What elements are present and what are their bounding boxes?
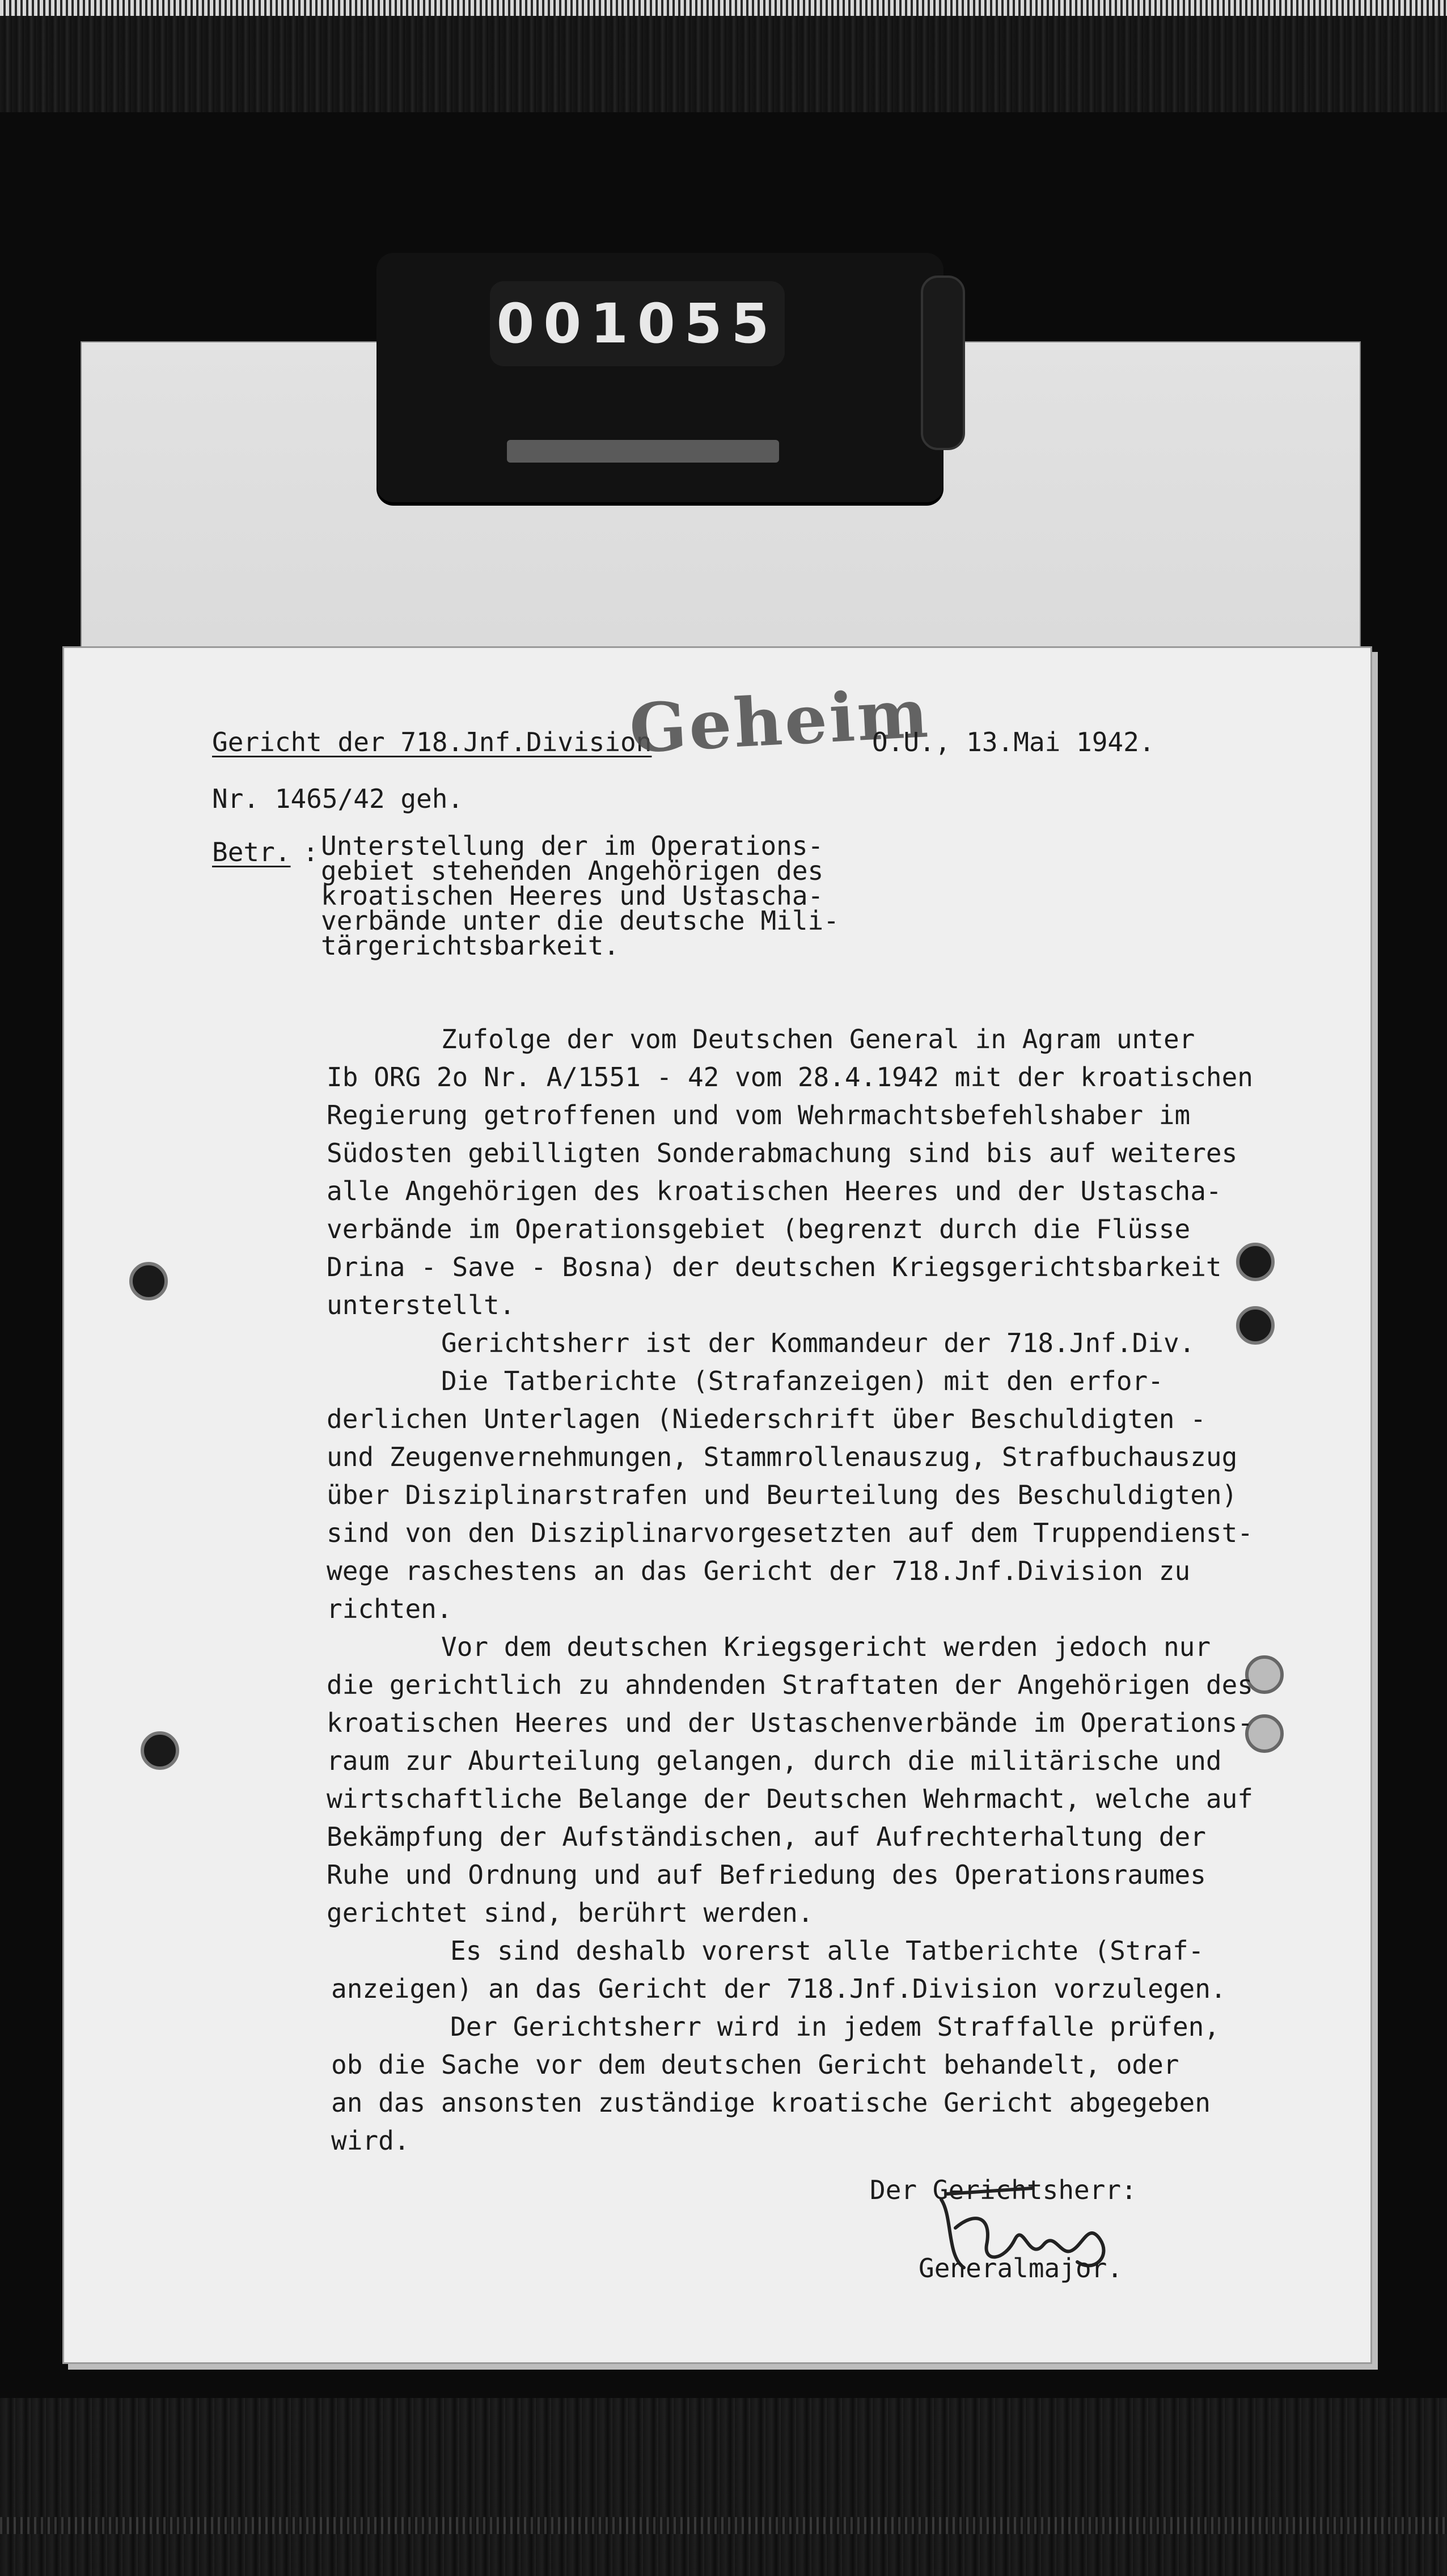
subject-label: Betr. [212,837,291,867]
subject-separator: : [303,837,319,867]
body-line: Die Tatberichte (Strafanzeigen) mit den erfor- [441,1366,1163,1396]
body-line: die gerichtlich zu ahndenden Straftaten der Angehörigen des [327,1670,1253,1700]
subject-line: kroatischen Heeres und Ustascha- [321,880,824,911]
body-line: Vor dem deutschen Kriegsgericht werden jedoch nur [441,1632,1211,1662]
body-line: über Disziplinarstrafen und Beurteilung des Beschuldigten) [327,1480,1238,1510]
counter-knob [921,276,965,450]
document-text [62,646,1372,2364]
frame-counter-device [376,253,943,502]
body-line: wirtschaftliche Belange der Deutschen Wehrmacht, welche auf [327,1783,1253,1814]
signatory-rank: Generalmajor. [919,2253,1123,2283]
body-line: Südosten gebilligten Sonderabmachung sind bis auf weiteres [327,1138,1238,1168]
body-line: gerichtet sind, berührt werden. [327,1897,814,1928]
body-line: Ruhe und Ordnung und auf Befriedung des Operationsraumes [327,1859,1206,1890]
film-background-bottom [0,2398,1447,2576]
frame-counter-window [490,281,785,366]
body-line: kroatischen Heeres und der Ustaschenverbände im Operations- [327,1708,1253,1738]
document-page [62,646,1372,2364]
body-line: ob die Sache vor dem deutschen Gericht behandelt, oder [331,2049,1179,2080]
signatory-title: Der Gerichtsherr: [870,2175,1137,2205]
body-line: alle Angehörigen des kroatischen Heeres und der Ustascha- [327,1176,1222,1206]
reference-number: Nr. 1465/42 geh. [212,783,464,814]
body-line: Regierung getroffenen und vom Wehrmachtsbefehlshaber im [327,1100,1191,1130]
subject-line: gebiet stehenden Angehörigen des [321,855,824,886]
film-background-top [0,16,1447,112]
body-line: Zufolge der vom Deutschen General in Agram unter [441,1024,1195,1054]
body-line: Drina - Save - Bosna) der deutschen Kriegsgerichtsbarkeit [327,1252,1222,1282]
body-line: verbände im Operationsgebiet (begrenzt durch die Flüsse [327,1214,1191,1244]
frame-counter-number: 001055 [496,292,778,355]
body-line: derlichen Unterlagen (Niederschrift über Beschuldigten - [327,1404,1206,1434]
film-edge-bottom [0,2517,1447,2534]
place-date: O.U., 13.Mai 1942. [872,727,1155,757]
body-line: Ib ORG 2o Nr. A/1551 - 42 vom 28.4.1942 mit der kroatischen [327,1062,1253,1092]
body-line: sind von den Disziplinarvorgesetzten auf dem Truppendienst- [327,1518,1253,1548]
counter-slot [507,440,779,463]
body-line: raum zur Aburteilung gelangen, durch die militärische und [327,1745,1222,1776]
body-line: Gerichtsherr ist der Kommandeur der 718.Jnf.Div. [441,1328,1195,1358]
body-line: wird. [331,2125,410,2156]
body-line: unterstellt. [327,1290,515,1320]
film-edge-top [0,0,1447,16]
secret-stamp: Geheim [627,673,932,768]
body-line: anzeigen) an das Gericht der 718.Jnf.Division vorzulegen. [331,1973,1226,2004]
body-line: Bekämpfung der Aufständischen, auf Aufrechterhaltung der [327,1821,1206,1852]
body-line: Es sind deshalb vorerst alle Tatberichte (Straf- [450,1935,1204,1966]
subject-line: verbände unter die deutsche Mili- [321,905,839,936]
body-line: Der Gerichtsherr wird in jedem Straffalle prüfen, [450,2011,1220,2042]
subject-line: Unterstellung der im Operations- [321,831,824,861]
issuer: Gericht der 718.Jnf.Division [212,727,652,757]
body-line: wege raschestens an das Gericht der 718.Jnf.Division zu [327,1556,1191,1586]
body-line: an das ansonsten zuständige kroatische Gericht abgegeben [331,2087,1211,2118]
body-line: und Zeugenvernehmungen, Stammrollenauszug, Strafbuchauszug [327,1442,1238,1472]
body-line: richten. [327,1594,452,1624]
subject-line: tärgerichtsbarkeit. [321,930,620,961]
